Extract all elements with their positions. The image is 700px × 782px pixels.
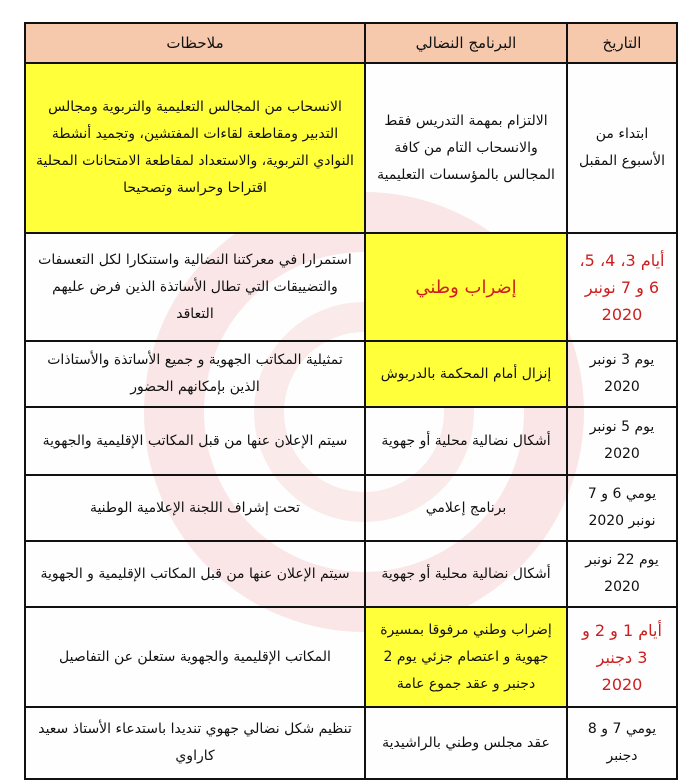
cell-notes: تمثيلية المكاتب الجهوية و جميع الأساتذة والأستاذات الذين بإمكانهم الحضور [25, 341, 365, 407]
table-row [25, 707, 677, 779]
cell-notes: تحت إشراف اللجنة الإعلامية الوطنية [25, 475, 365, 541]
cell-date: أيام 3، 4، 5، 6 و 7 نونبر 2020 [567, 233, 677, 341]
struggle-program-table [24, 22, 678, 780]
cell-program: إنزال أمام المحكمة بالدربوش [365, 341, 567, 407]
cell-notes: سيتم الإعلان عنها من قبل المكاتب الإقليمية والجهوية [25, 407, 365, 475]
table-row [25, 233, 677, 341]
table-row [25, 607, 677, 707]
cell-notes: سيتم الإعلان عنها من قبل المكاتب الإقليمية و الجهوية [25, 541, 365, 607]
cell-program: عقد مجلس وطني بالراشيدية [365, 707, 567, 779]
cell-program: إضراب وطني مرفوقا بمسيرة جهوية و اعتصام جزئي يوم 2 دجنبر و عقد جموع عامة [365, 607, 567, 707]
schedule-sheet [24, 22, 676, 774]
cell-date: يوم 3 نونبر 2020 [567, 341, 677, 407]
table-row [25, 541, 677, 607]
cell-notes: الانسحاب من المجالس التعليمية والتربوية ومجالس التدبير ومقاطعة لقاءات المفتشين، وتجميد أنشطة النوادي التربوية، والاستعداد لمقاطعة الامتحانات المحلية اقتراحا وحراسة وتصحيحا [25, 63, 365, 233]
cell-date: يومي 7 و 8 دجنبر [567, 707, 677, 779]
cell-notes: استمرارا في معركتنا النضالية واستنكارا لكل التعسفات والتضييقات التي تطال الأساتذة الذين فرض عليهم التعاقد [25, 233, 365, 341]
table-row [25, 341, 677, 407]
cell-notes: تنظيم شكل نضالي جهوي تنديدا باستدعاء الأستاذ سعيد كاراوي [25, 707, 365, 779]
cell-date: أيام 1 و 2 و 3 دجنبر 2020 [567, 607, 677, 707]
table-row [25, 407, 677, 475]
cell-program: إضراب وطني [365, 233, 567, 341]
header-program: البرنامج النضالي [365, 23, 567, 63]
header-date: التاريخ [567, 23, 677, 63]
cell-program: أشكال نضالية محلية أو جهوية [365, 407, 567, 475]
cell-date: يوم 22 نونبر 2020 [567, 541, 677, 607]
cell-date: يوم 5 نونبر 2020 [567, 407, 677, 475]
cell-date: ابتداء من الأسبوع المقبل [567, 63, 677, 233]
cell-notes: المكاتب الإقليمية والجهوية ستعلن عن التفاصيل [25, 607, 365, 707]
cell-program: برنامج إعلامي [365, 475, 567, 541]
cell-program: الالتزام بمهمة التدريس فقط والانسحاب التام من كافة المجالس بالمؤسسات التعليمية [365, 63, 567, 233]
table-row [25, 475, 677, 541]
cell-date: يومي 6 و 7 نونبر 2020 [567, 475, 677, 541]
cell-program: أشكال نضالية محلية أو جهوية [365, 541, 567, 607]
header-notes: ملاحظات [25, 23, 365, 63]
table-header-row [25, 23, 677, 63]
table-row [25, 63, 677, 233]
